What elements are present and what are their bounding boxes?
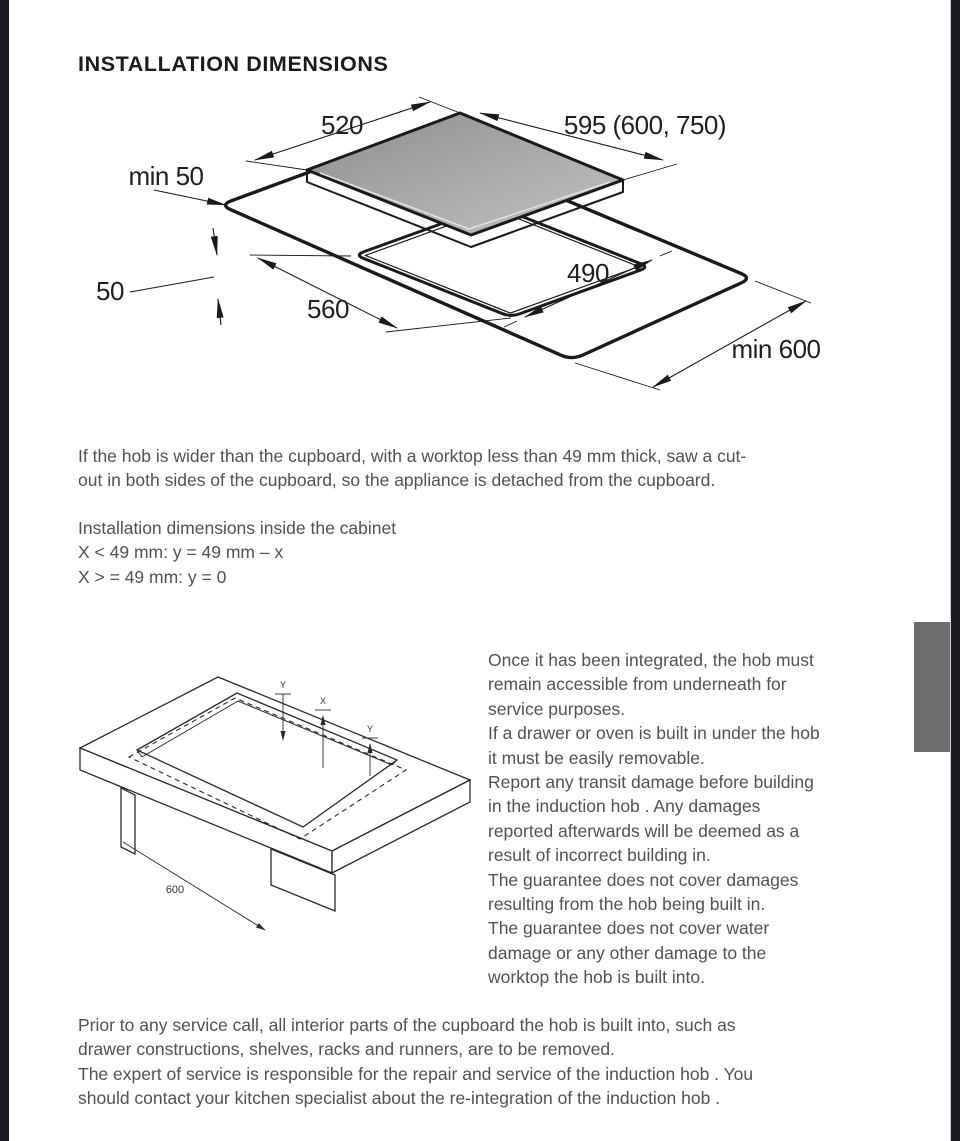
text-line: Report any transit damage before building: [488, 772, 814, 793]
text-line: remain accessible from underneath for: [488, 674, 787, 695]
text-line: X > = 49 mm: y = 0: [78, 566, 227, 587]
dim-label-490: 490: [567, 258, 609, 288]
text-line: result of incorrect building in.: [488, 845, 711, 866]
dim-label-50: 50: [96, 276, 124, 306]
cabinet-dimensions-paragraph: [78, 516, 678, 589]
text-line: The guarantee does not cover damages: [488, 869, 799, 890]
text-line: The expert of service is responsible for the repair and service of the induction hob . You: [78, 1063, 754, 1084]
scrollbar-thumb[interactable]: [914, 622, 950, 752]
dim-min50: [128, 161, 226, 205]
integration-notes-paragraph: [488, 648, 908, 990]
dim-label-y2: Y: [366, 724, 374, 734]
dim-490: [504, 251, 672, 327]
dim-label-y1: Y: [279, 680, 287, 690]
text-line: it must be easily removable.: [488, 747, 705, 768]
dim-600: [123, 842, 265, 930]
dim-50: [96, 228, 221, 325]
installation-dimensions-diagram: [80, 88, 920, 438]
page-title: INSTALLATION DIMENSIONS: [78, 52, 389, 76]
text-line: If the hob is wider than the cupboard, with a worktop less than 49 mm thick, saw a cut-: [78, 446, 747, 466]
service-call-paragraph: [78, 1013, 908, 1111]
dim-label-520: 520: [321, 110, 363, 140]
dim-label-x: X: [319, 696, 327, 706]
text-line: resulting from the hob being built in.: [488, 894, 766, 915]
text-line: Installation dimensions inside the cabinet: [78, 518, 397, 538]
text-line: in the induction hob . Any damages: [488, 796, 761, 817]
dim-label-595: 595 (600, 750): [563, 110, 727, 140]
worktop-body: [80, 677, 470, 911]
text-line: worktop the hob is built into.: [488, 967, 705, 988]
text-line: service purposes.: [488, 698, 626, 719]
dim-label-min600: min 600: [731, 334, 821, 364]
text-line: damage or any other damage to the: [488, 942, 767, 963]
text-line: drawer constructions, shelves, racks and runners, are to be removed.: [78, 1039, 615, 1060]
right-edge-bar: [950, 0, 960, 1141]
text-line: out in both sides of the cupboard, so the appliance is detached from the cupboard.: [78, 470, 716, 491]
cutout-cross-section-diagram: [75, 658, 485, 948]
text-line: Prior to any service call, all interior parts of the cupboard the hob is built into, such as: [78, 1015, 736, 1035]
intro-paragraph: [78, 444, 878, 493]
text-line: should contact your kitchen specialist about the re-integration of the induction hob .: [78, 1088, 721, 1109]
left-edge-bar: [0, 0, 9, 1141]
text-line: Once it has been integrated, the hob must: [488, 650, 814, 670]
dim-label-min50: min 50: [128, 161, 204, 191]
dim-label-560: 560: [307, 294, 349, 324]
text-line: reported afterwards will be deemed as a: [488, 820, 800, 841]
text-line: X < 49 mm: y = 49 mm – x: [78, 542, 284, 563]
dim-min600: [575, 281, 821, 390]
dim-label-600: 600: [165, 884, 185, 896]
text-line: The guarantee does not cover water: [488, 918, 770, 939]
text-line: If a drawer or oven is built in under the hob: [488, 723, 820, 744]
